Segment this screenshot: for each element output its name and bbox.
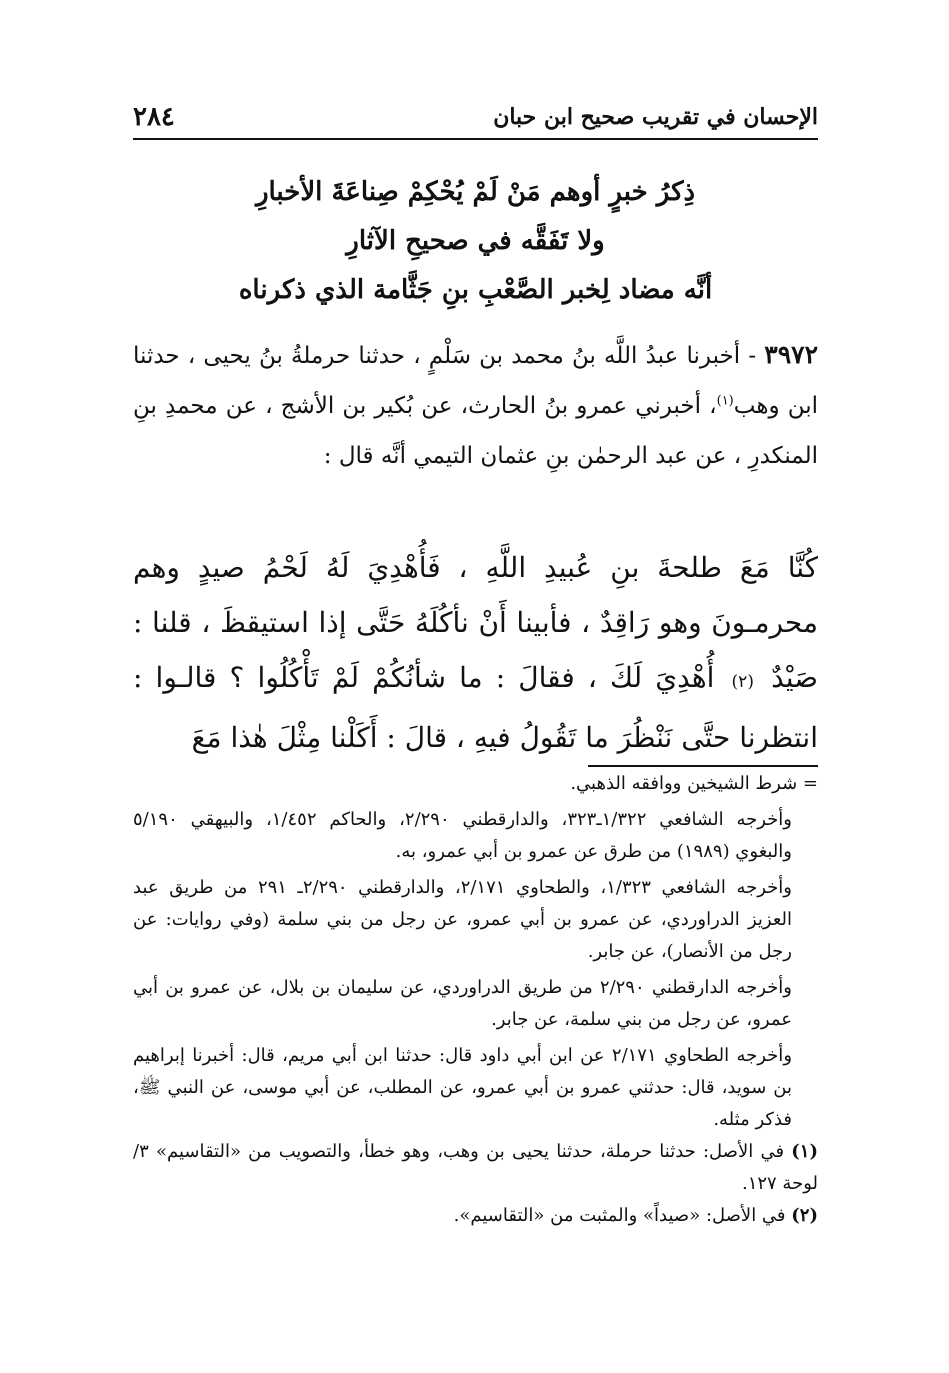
footnote-ref-1[interactable]: (١): [716, 393, 734, 409]
hadith-isnad: [133, 330, 818, 481]
footnote-number: (١): [791, 1141, 818, 1162]
footnote-2: [133, 1200, 818, 1232]
heading-line: أنَّه مضاد لِخبر الصَّعْبِ بنِ جَثَّامة الذي ذكرناه: [238, 275, 713, 305]
isnad-text-continued: ، أخبرني عمرو بنُ الحارث، عن بُكير بن الأشج ، عن محمدِ بنِ المنكدرِ ، عن عبد الرحمٰن بنِ عثمان التيمي أنَّه قال :: [133, 393, 818, 469]
footnote-text: في الأصل: حدثنا حرملة، حدثنا يحيى بن وهب، وهو خطأ، والتصويب من «التقاسيم» ٣/لوحة ١٢٧.: [133, 1141, 818, 1194]
footnote-divider: [588, 765, 818, 767]
footnote-ref-2[interactable]: (٢): [731, 672, 754, 692]
footnote-number: (٢): [791, 1205, 818, 1226]
footnote-continuation: = شرط الشيخين ووافقه الذهبي.: [570, 773, 818, 794]
hadith-matn: [133, 540, 818, 765]
footnote-paragraph: وأخرجه الدارقطني ٢/٢٩٠ من طريق الدراوردي، عن سليمان بن بلال، عن عمرو بن أبي عمرو، عن رجل من بني سلمة، عن جابر.: [133, 977, 792, 1030]
heading-line: ذِكرُ خبرٍ أوهم مَنْ لَمْ يُحْكِمْ صِناعَةَ الأخبارِ: [255, 177, 696, 207]
matn-text-continued: أُهْدِيَ لَكَ ، فقالَ : ما شأنُكُمْ لَمْ تَأْكُلُوا ؟ قالـوا : انتظرنا حتَّى نَنْظُرَ ما تَقُولُ فيهِ ، قالَ : أَكَلْنا مِثْلَ هٰذا مَعَ: [133, 661, 818, 754]
footnotes: [133, 768, 818, 1232]
chapter-heading: [133, 168, 818, 315]
hadith-number: ٣٩٧٢: [764, 340, 818, 369]
footnote-paragraph: وأخرجه الشافعي ١/٣٢٣، والطحاوي ٢/١٧١، والدارقطني ٢/٢٩٠ـ ٢٩١ من طريق عبد العزيز الدراوردي، عن عمرو بن أبي عمرو، عن رجل من بني سلمة (وفي روايات: عن رجل من الأنصار)، عن جابر.: [133, 877, 792, 962]
running-header: [133, 98, 818, 140]
book-title: الإحسان في تقريب صحيح ابن حبان: [493, 104, 818, 130]
heading-line: ولا تَفَقَّه في صحيحِ الآثارِ: [346, 226, 605, 256]
footnote-paragraph: وأخرجه الطحاوي ٢/١٧١ عن ابن أبي داود قال: حدثنا ابن أبي مريم، قال: أخبرنا إبراهيم بن سويد، قال: حدثني عمرو بن أبي عمرو، عن المطلب، عن أبي موسى، عن النبي ﷺ، فذكر مثله.: [133, 1045, 793, 1130]
footnote-paragraph: وأخرجه الشافعي ١/٣٢٢ـ٣٢٣، والدارقطني ٢/٢٩٠، والحاكم ١/٤٥٢، والبيهقي ٥/١٩٠ والبغوي (١٩٨٩) من طرق عن عمرو بن أبي عمرو، به.: [133, 809, 792, 862]
footnote-1: [133, 1136, 818, 1200]
isnad-text: - أخبرنا عبدُ اللَّه بنُ محمد بن سَلْمٍ ، حدثنا حرملةُ بنُ يحيى ، حدثنا ابن وهب: [133, 343, 819, 419]
footnote-text: في الأصل: «صيداً» والمثبت من «التقاسيم».: [453, 1205, 786, 1226]
page-number: ٢٨٤: [133, 102, 175, 132]
matn-text: كُنَّا مَعَ طلحةَ بنِ عُبيدِ اللَّهِ ، فَأُهْدِيَ لَهُ لَحْمُ صيدٍ وهم محرمـونَ وهو رَاقِدٌ ، فأبينا أَنْ نأكُلَهُ حَتَّى إذا استيقظَ ، قلنا : صَيْدٌ: [133, 551, 818, 694]
